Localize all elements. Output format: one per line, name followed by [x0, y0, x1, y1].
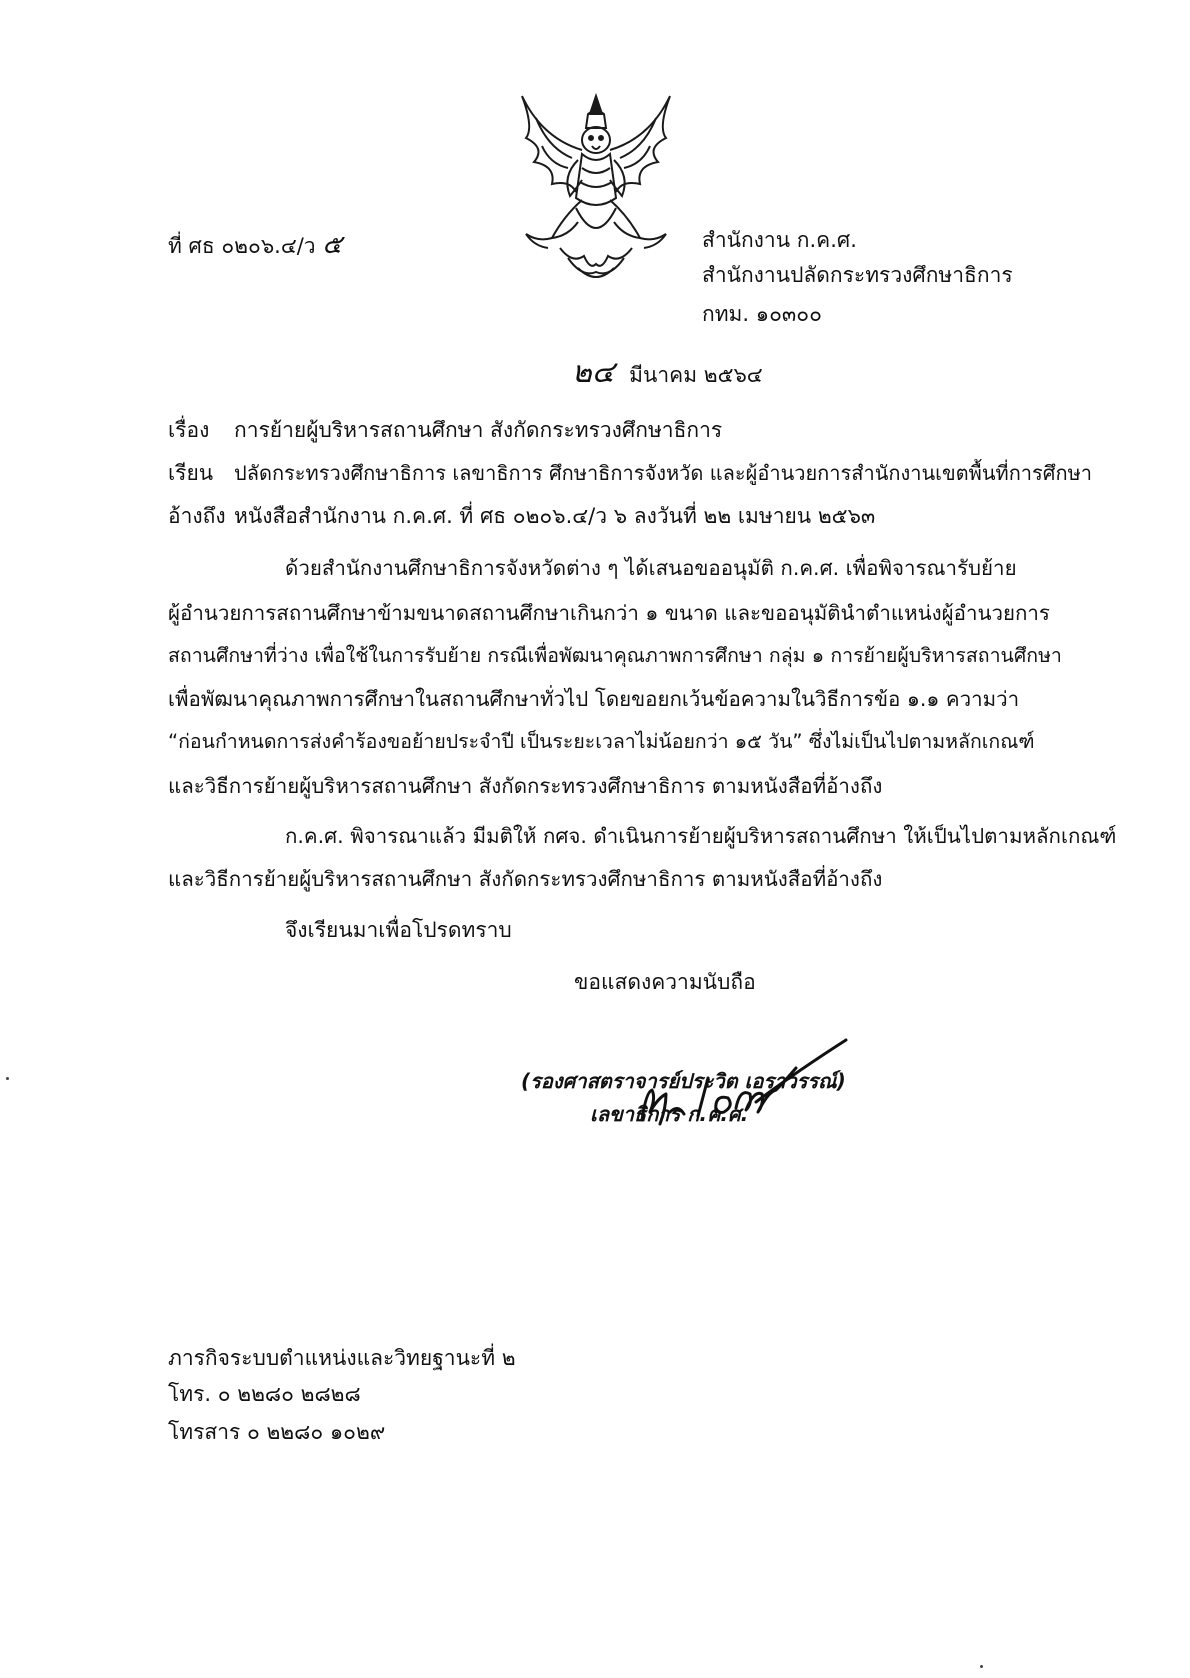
closing-phrase: ขอแสดงความนับถือ [574, 970, 756, 994]
office-ministry: สำนักงานปลัดกระทรวงศึกษาธิการ [702, 263, 1013, 287]
recipient-text: ปลัดกระทรวงศึกษาธิการ เลขาธิการ ศึกษาธิการจังหวัด และผู้อำนวยการสำนักงานเขตพื้นที่การศึกษา [234, 461, 1092, 485]
footer-phone: โทร. ๐ ๒๒๘๐ ๒๘๒๘ [168, 1382, 361, 1406]
date-day-handwritten: ๒๔ [572, 355, 615, 390]
paragraph-1-line: และวิธีการย้ายผู้บริหารสถานศึกษา สังกัดกระทรวงศึกษาธิการ ตามหนังสือที่อ้างถึง [168, 774, 883, 798]
reference-text: หนังสือสำนักงาน ก.ค.ศ. ที่ ศธ ๐๒๐๖.๔/ว ๖ ลงวันที่ ๒๒ เมษายน ๒๕๖๓ [234, 504, 876, 528]
paragraph-1-line: ด้วยสำนักงานศึกษาธิการจังหวัดต่าง ๆ ได้เสนอขออนุมัติ ก.ค.ศ. เพื่อพิจารณารับย้าย [285, 556, 1017, 580]
office-postal: กทม. ๑๐๓๐๐ [702, 302, 822, 326]
scan-speck [980, 1665, 983, 1668]
closing-request: จึงเรียนมาเพื่อโปรดทราบ [285, 918, 512, 942]
paragraph-1-line: เพื่อพัฒนาคุณภาพการศึกษาในสถานศึกษาทั่วไป โดยขอยกเว้นข้อความในวิธีการข้อ ๑.๑ ความว่า [168, 687, 1020, 711]
paragraph-2-line: และวิธีการย้ายผู้บริหารสถานศึกษา สังกัดกระทรวงศึกษาธิการ ตามหนังสือที่อ้างถึง [168, 867, 883, 891]
recipient-label: เรียน [168, 461, 214, 485]
letter-date [572, 355, 763, 390]
paragraph-1-line: ผู้อำนวยการสถานศึกษาข้ามขนาดสถานศึกษาเกินกว่า ๑ ขนาด และขออนุมัตินำตำแหน่งผู้อำนวยการ [168, 601, 1050, 625]
footer-unit: ภารกิจระบบตำแหน่งและวิทยฐานะที่ ๒ [168, 1346, 516, 1370]
footer-fax: โทรสาร ๐ ๒๒๘๐ ๑๐๒๙ [168, 1420, 386, 1444]
paragraph-1-line: “ก่อนกำหนดการส่งคำร้องขอย้ายประจำปี เป็นระยะเวลาไม่น้อยกว่า ๑๕ วัน” ซึ่งไม่เป็นไปตามหลักเกณฑ์ [168, 730, 1035, 753]
reference-number [168, 232, 342, 258]
signatory-name: (รองศาสตราจารย์ประวิต เอราวรรณ์) [521, 1069, 846, 1093]
office-name: สำนักงาน ก.ค.ศ. [702, 228, 857, 252]
subject-label: เรื่อง [168, 418, 210, 442]
subject-text: การย้ายผู้บริหารสถานศึกษา สังกัดกระทรวงศึกษาธิการ [234, 418, 723, 442]
paragraph-1-line: สถานศึกษาที่ว่าง เพื่อใช้ในการรับย้าย กรณีเพื่อพัฒนาคุณภาพการศึกษา กลุ่ม ๑ การย้ายผู้บริหารสถานศึกษา [168, 644, 1062, 667]
paragraph-2-line: ก.ค.ศ. พิจารณาแล้ว มีมติให้ กศจ. ดำเนินการย้ายผู้บริหารสถานศึกษา ให้เป็นไปตามหลักเกณฑ์ [285, 824, 1117, 848]
garuda-emblem [512, 88, 680, 288]
date-month-year: มีนาคม ๒๕๖๔ [629, 363, 763, 387]
reference-number-handwritten: ๕ [322, 230, 342, 260]
reference-label: อ้างถึง [168, 504, 226, 528]
scan-speck [6, 1077, 9, 1080]
signatory-position: เลขาธิการ ก.ค.ศ. [590, 1102, 749, 1126]
reference-number-prefix: ที่ ศธ ๐๒๐๖.๔/ว [168, 234, 316, 258]
